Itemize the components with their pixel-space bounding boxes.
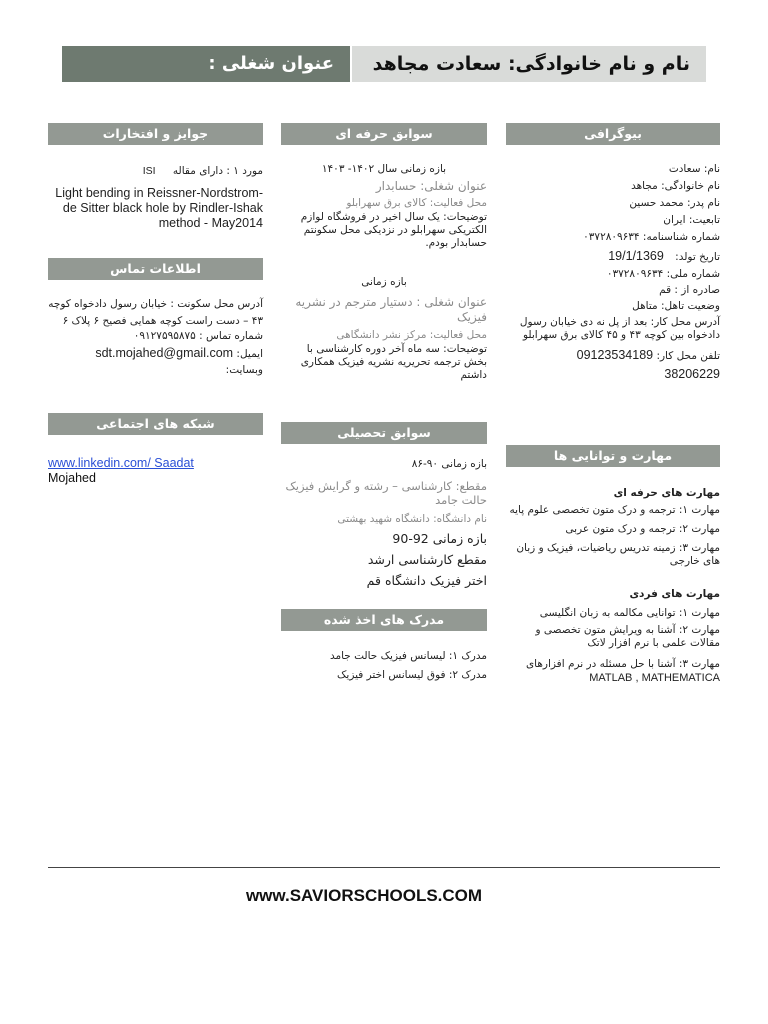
birth-value: 19/1/1369 [608, 249, 664, 263]
social-section [48, 456, 263, 486]
pro-skill-3: مهارت ۳: زمینه تدریس ریاضیات، فیزیک و زبان های خارجی [516, 542, 720, 567]
edu-degree-2: مقطع کارشناسی ارشد [367, 552, 487, 567]
certificate-1: مدرک ۱: لیسانس فیزیک حالت جامد [329, 650, 487, 662]
award-line-1 [48, 165, 263, 178]
pro-skill-2: مهارت ۲: ترجمه و درک متون عربی [565, 523, 720, 535]
education-header: سوابق تحصیلی [281, 422, 487, 444]
footer-url[interactable]: www.SAVIORSCHOOLS.COM [245, 886, 483, 905]
biography-header: بیوگرافی [506, 123, 720, 145]
national-id: شماره ملی: ۰۳۷۲۸۰۹۶۳۴ [606, 268, 720, 280]
personal-skill-2: مهارت ۲: آشنا به ویرایش متون تخصصی و مقالات علمی با نرم افزار لاتک [535, 624, 720, 649]
work-desc-1: توضیحات: یک سال اخیر در فروشگاه لوازم الکتریکی سهرابلو در نزدیکی محل سکونتم حسابدار بودم. [300, 211, 487, 249]
birth-date [506, 248, 720, 265]
email-label: ایمیل: [236, 348, 263, 360]
work-period-1: بازه زمانی سال ۱۴۰۲- ۱۴۰۳ [321, 163, 447, 175]
work-job-1: عنوان شغلی: حسابدار [375, 179, 487, 193]
award-label: مورد ۱ : دارای مقاله [172, 165, 263, 177]
personal-skill-1: مهارت ۱: توانایی مکالمه به زبان انگلیسی [539, 607, 720, 619]
contact-phone: شماره تماس : ۰۹۱۲۷۵۹۵۸۷۵ [133, 330, 263, 342]
contact-section [48, 296, 263, 377]
job-title: عنوان شغلی : [62, 46, 350, 82]
edu-degree-1: مقطع: کارشناسی – رشته و گرایش فیزیک حالت جامد [285, 479, 487, 507]
email-value[interactable]: sdt.mojahed@gmail.com [95, 346, 234, 360]
work-place-1: محل فعالیت: کالای برق سهرابلو [346, 197, 487, 209]
skills-header: مهارت و توانایی ها [506, 445, 720, 467]
edu-period-2: بازه زمانی 92-90 [392, 531, 487, 546]
father-name: نام پدر: محمد حسین [629, 197, 720, 209]
id-number: شماره شناسنامه: ۰۳۷۲۸۰۹۶۳۴ [583, 231, 720, 243]
work-job-2: عنوان شغلی : دستیار مترجم در نشریه فیزیک [295, 295, 487, 324]
nationality: تابعیت: ایران [663, 214, 720, 226]
awards-header: جوایز و افتخارات [48, 123, 263, 145]
work-address: آدرس محل کار: بعد از پل نه دی خیابان رسول دادخواه بین کوچه ۴۳ و ۴۵ کالای برق سهرابلو [519, 316, 720, 341]
first-name: نام: سعادت [668, 163, 720, 175]
contact-header: اطلاعات تماس [48, 258, 263, 280]
contact-address: آدرس محل سکونت : خیابان رسول دادخواه کوچه ۴۳ – دست راست کوچه همایی فصیح ۶ پلاک ۶ [48, 298, 263, 327]
personal-skill-3: مهارت ۳: آشنا با حل مسئله در نرم افزارهای [525, 658, 720, 670]
linkedin-rest: Mojahed [48, 471, 96, 485]
award-paper: Light bending in Reissner-Nordstrom- de Sitter black hole by Rindler-Ishak method - May2014 [55, 186, 263, 230]
pro-skills-title: مهارت های حرفه ای [613, 487, 720, 499]
biography-section [506, 163, 720, 383]
work-history-header: سوابق حرفه ای [281, 123, 487, 145]
work-phone-label: تلفن محل کار: [656, 350, 720, 362]
title-bar [62, 46, 706, 82]
contact-website: وبسایت: [225, 364, 263, 376]
skills-section [506, 487, 720, 685]
education-section [281, 458, 487, 589]
certificate-2: مدرک ۲: فوق لیسانس اختر فیزیک [337, 669, 487, 681]
work-period-2: بازه زمانی [361, 276, 407, 288]
linkedin-link[interactable]: www.linkedin.com/ Saadat [48, 456, 194, 470]
work-phone-1: 09123534189 [576, 348, 654, 362]
edu-uni-1: نام دانشگاه: دانشگاه شهید بهشتی [337, 513, 487, 525]
footer-divider [48, 867, 720, 868]
issued-from: صادره از : قم [659, 284, 720, 296]
marital-status: وضعیت تاهل: متاهل [632, 300, 720, 312]
award-isi: ISI [142, 165, 156, 177]
personal-skills-title: مهارت های فردی [629, 588, 720, 600]
awards-section [48, 165, 263, 231]
work-phone [506, 347, 720, 364]
birth-label: تاریخ تولد: [675, 251, 720, 263]
certificates-section [281, 650, 487, 682]
edu-uni-2: اختر فیزیک دانشگاه قم [366, 573, 487, 588]
contact-email [48, 347, 263, 361]
work-desc-2: توضیحات: سه ماه آخر دوره کارشناسی با بخش ترجمه تحریریه نشریه فیزیک همکاری داشتم [300, 343, 487, 381]
edu-period-1: بازه زمانی ۹۰-۸۶ [411, 458, 487, 470]
name-title: نام و نام خانوادگی: سعادت مجاهد [352, 46, 706, 82]
social-header: شبکه های اجتماعی [48, 413, 263, 435]
work-place-2: محل فعالیت: مرکز نشر دانشگاهی [336, 329, 487, 341]
personal-skill-3-tools: MATLAB , MATHEMATICA [589, 672, 720, 684]
work-history-section [281, 163, 487, 382]
last-name: نام خانوادگی: مجاهد [631, 180, 720, 192]
certificates-header: مدرک های اخذ شده [281, 609, 487, 631]
work-phone-2: 38206229 [664, 367, 720, 381]
pro-skill-1: مهارت ۱: ترجمه و درک متون تخصصی علوم پایه [509, 504, 720, 516]
